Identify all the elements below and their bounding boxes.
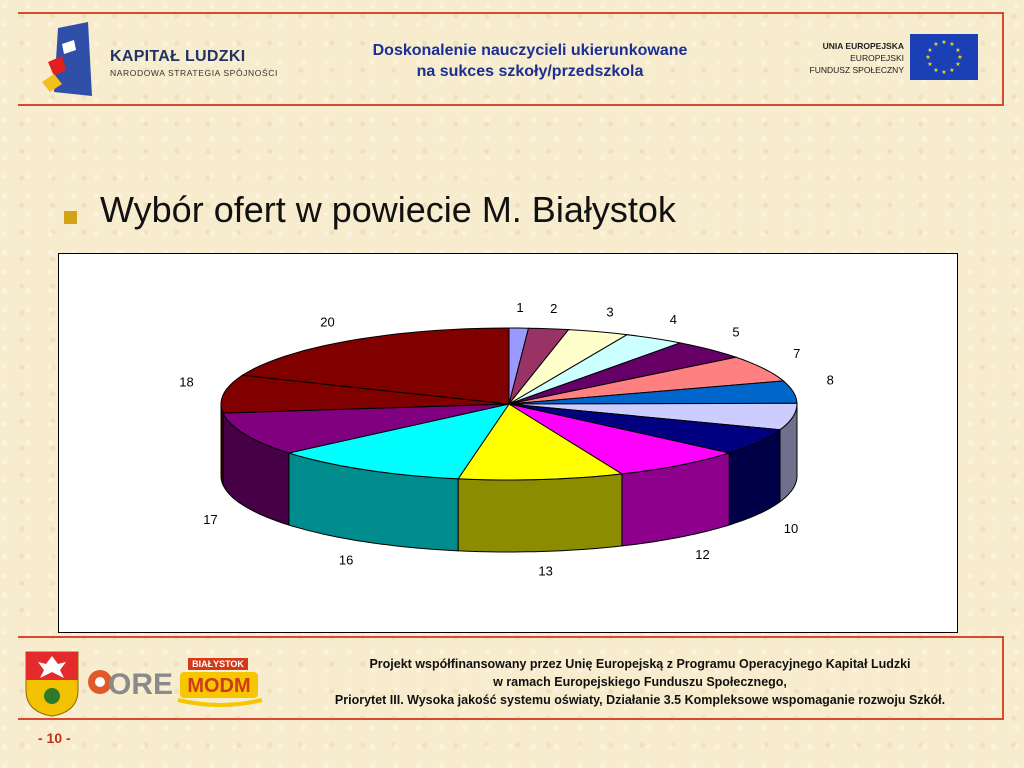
eu-fund-text	[810, 40, 904, 76]
eu-line-2: EUROPEJSKI	[850, 53, 904, 63]
footer-line-2: w ramach Europejskiego Funduszu Społecznego,	[493, 675, 787, 689]
eu-flag-icon	[910, 34, 978, 80]
pie-data-label: 1	[516, 300, 524, 316]
page-number: - 10 -	[38, 730, 71, 746]
footer-funding-text	[270, 655, 1010, 709]
pie-data-label: 8	[826, 372, 834, 388]
title-line-1: Doskonalenie nauczycieli ukierunkowane	[372, 42, 688, 59]
pie-data-label: 3	[606, 304, 614, 320]
pie-data-label: 4	[669, 311, 678, 327]
svg-text:★: ★	[955, 47, 961, 54]
svg-text:★: ★	[925, 54, 931, 61]
pie-data-label: 5	[732, 324, 740, 340]
ore-logo	[86, 662, 174, 702]
footer-line-1: Projekt współfinansowany przez Unię Europejską z Programu Operacyjnego Kapitał Ludzki	[369, 657, 911, 671]
pie-data-label: 10	[783, 520, 799, 536]
coat-of-arms-logo	[24, 650, 80, 716]
modm-logo	[174, 656, 266, 710]
pie-chart	[59, 254, 957, 632]
svg-text:★: ★	[927, 47, 933, 54]
svg-text:★: ★	[933, 41, 939, 48]
pie-data-label: 20	[320, 314, 335, 330]
pie-data-label: 2	[550, 300, 558, 316]
slide-heading: Wybór ofert w powiecie M. Białystok	[100, 189, 676, 230]
pie-data-label: 17	[203, 512, 218, 528]
svg-text:★: ★	[949, 67, 955, 74]
pie-data-label: 13	[538, 563, 553, 579]
pie-data-label: 18	[179, 374, 194, 390]
modm-top-text: BIAŁYSTOK	[192, 659, 244, 669]
program-subtitle: NARODOWA STRATEGIA SPÓJNOŚCI	[110, 68, 278, 78]
eu-line-3: FUNDUSZ SPOŁECZNY	[809, 65, 904, 75]
pie-data-label: 7	[793, 345, 801, 361]
page-title	[300, 40, 760, 82]
title-line-2: na sukces szkoły/przedszkola	[416, 63, 644, 80]
program-name: KAPITAŁ LUDZKI	[110, 48, 246, 65]
svg-text:★: ★	[941, 39, 947, 46]
svg-text:★: ★	[957, 54, 963, 61]
ore-logo-text: ORE	[108, 668, 174, 701]
pie-data-label: 16	[338, 552, 354, 568]
pie-slice-side	[458, 474, 622, 552]
svg-text:★: ★	[949, 41, 955, 48]
kapital-ludzki-logo	[40, 22, 100, 96]
svg-text:★: ★	[927, 61, 933, 68]
svg-text:★: ★	[933, 67, 939, 74]
svg-text:★: ★	[955, 61, 961, 68]
chart-area	[58, 253, 958, 633]
pie-data-label: 12	[695, 547, 710, 562]
modm-main-text: MODM	[187, 675, 251, 697]
footer-line-3: Priorytet III. Wysoka jakość systemu oświaty, Działanie 3.5 Kompleksowe wspomaganie rozwoju Szkół.	[334, 693, 946, 707]
eu-line-1: UNIA EUROPEJSKA	[822, 41, 904, 51]
pie-slice-side	[221, 404, 223, 485]
bullet-marker	[64, 211, 77, 224]
svg-text:★: ★	[941, 69, 947, 76]
